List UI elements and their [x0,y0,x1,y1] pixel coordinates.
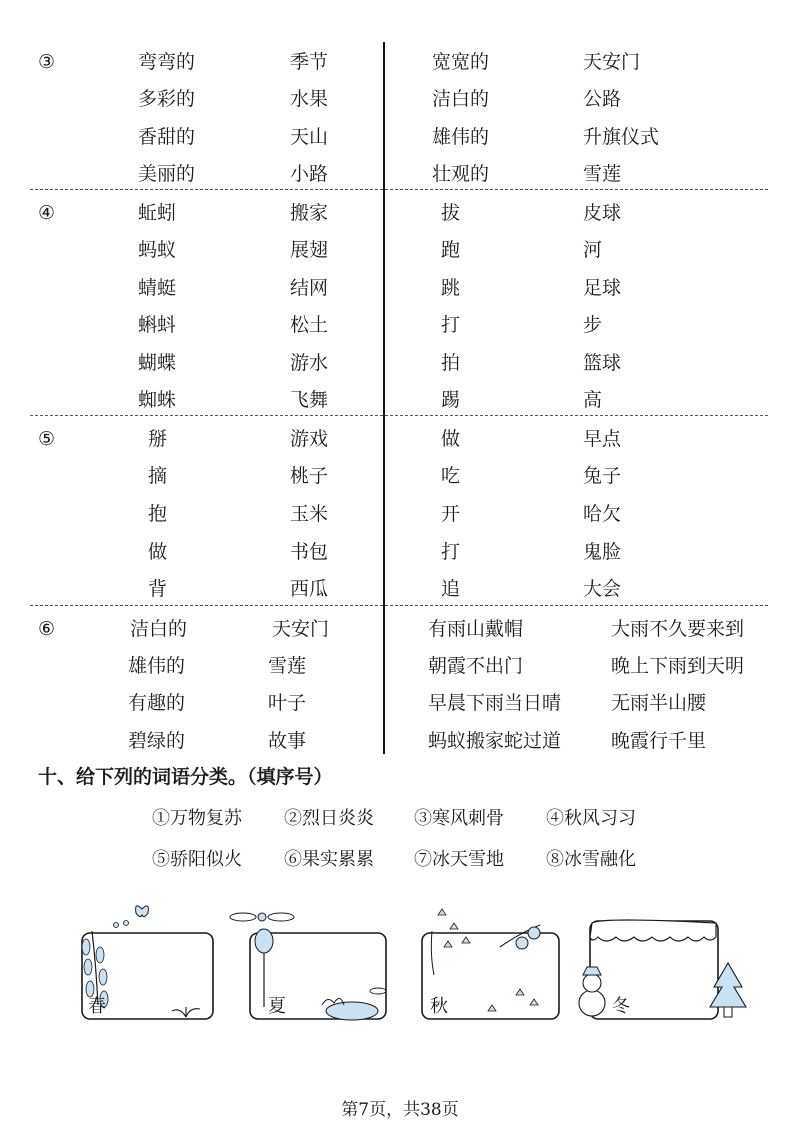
word: 公路 [583,88,622,110]
word: 雄伟的 [128,655,186,677]
option-item: ④秋风习习 [546,808,636,829]
word: 雪莲 [583,163,622,185]
word: 跑 [441,239,461,261]
word: 壮观的 [432,163,490,185]
season-illustrations [0,895,800,1035]
word: 宽宽的 [432,51,490,73]
word: 跳 [441,277,461,299]
group-number: ③ [38,51,56,73]
group-separator [30,605,768,606]
word: 天山 [290,126,329,148]
word: 搬家 [290,202,329,224]
word: 高 [583,389,603,411]
column-divider [383,42,385,754]
word: 皮球 [583,202,622,224]
word: 吃 [441,465,461,487]
option-item: ②烈日炎炎 [284,808,374,829]
word: 足球 [583,277,622,299]
group-separator [30,189,768,190]
word: 结网 [290,277,329,299]
season-label-winter: 冬 [612,996,630,1017]
word: 背 [148,578,168,600]
word: 雄伟的 [432,126,490,148]
group-number: ⑥ [38,618,56,640]
word: 踢 [441,389,461,411]
word: 鬼脸 [583,541,622,563]
season-label-summer: 夏 [268,996,286,1017]
season-label-spring: 春 [88,996,106,1017]
word: 掰 [148,428,168,450]
word: 步 [583,314,603,336]
word: 河 [583,239,603,261]
section-ten-title: 十、给下列的词语分类。（填序号） [38,766,333,788]
word: 升旗仪式 [583,126,660,148]
word: 季节 [290,51,329,73]
word: 大雨不久要来到 [611,618,745,640]
page-footer: 第7页，共38页 [341,1100,459,1120]
word: 朝霞不出门 [428,655,524,677]
word: 书包 [290,541,329,563]
word: 晚霞行千里 [611,730,707,752]
word: 蝴蝶 [138,352,177,374]
option-item: ⑤骄阳似火 [152,849,242,870]
word: 蝌蚪 [138,314,177,336]
word: 松土 [290,314,329,336]
option-item: ⑦冰天雪地 [414,849,504,870]
word: 无雨半山腰 [611,692,707,714]
word: 早晨下雨当日晴 [428,692,562,714]
word: 抱 [148,503,168,525]
word: 大会 [583,578,622,600]
word: 展翅 [290,239,329,261]
option-item: ③寒风刺骨 [414,808,504,829]
word: 开 [441,503,461,525]
word: 故事 [268,730,307,752]
word: 蚂蚁搬家蛇过道 [428,730,562,752]
word: 蚂蚁 [138,239,177,261]
word: 兔子 [583,465,622,487]
season-label-autumn: 秋 [430,996,448,1017]
winter-box [579,920,746,1019]
word: 追 [441,578,461,600]
word: 雪莲 [268,655,307,677]
summer-box [230,913,386,1020]
word: 打 [441,541,461,563]
group-number: ⑤ [38,428,56,450]
option-item: ⑥果实累累 [284,849,374,870]
word: 弯弯的 [138,51,196,73]
option-item: ⑧冰雪融化 [546,849,636,870]
word: 洁白的 [432,88,490,110]
word: 游戏 [290,428,329,450]
word: 早点 [583,428,622,450]
word: 做 [148,541,168,563]
word: 桃子 [290,465,329,487]
word: 玉米 [290,503,329,525]
word: 水果 [290,88,329,110]
word: 碧绿的 [128,730,186,752]
word: 蚯蚓 [138,202,177,224]
word: 打 [441,314,461,336]
word: 西瓜 [290,578,329,600]
group-number: ④ [38,202,56,224]
word: 拍 [441,352,461,374]
word: 哈欠 [583,503,622,525]
word: 游水 [290,352,329,374]
word: 摘 [148,465,168,487]
word: 飞舞 [290,389,329,411]
word: 小路 [290,163,329,185]
word: 蜘蛛 [138,389,177,411]
word: 天安门 [272,618,330,640]
group-separator [30,415,768,416]
word: 有趣的 [128,692,186,714]
word: 香甜的 [138,126,196,148]
word: 多彩的 [138,88,196,110]
word: 有雨山戴帽 [428,618,524,640]
word: 篮球 [583,352,622,374]
word: 叶子 [268,692,307,714]
option-item: ①万物复苏 [152,808,242,829]
word: 天安门 [583,51,641,73]
word: 做 [441,428,461,450]
word: 拔 [441,202,461,224]
word: 晚上下雨到天明 [611,655,745,677]
word: 蜻蜓 [138,277,177,299]
word: 美丽的 [138,163,196,185]
word: 洁白的 [130,618,188,640]
